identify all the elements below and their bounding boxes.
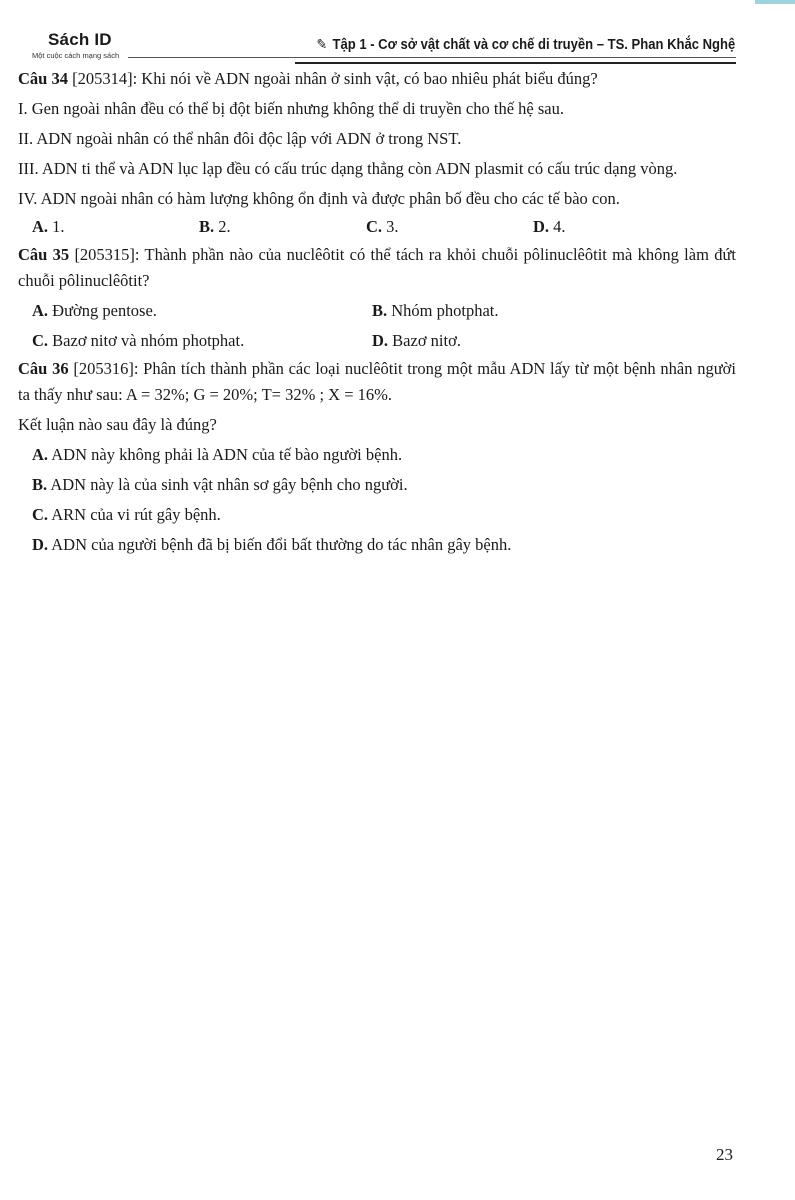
option-c: C. 3. [366, 217, 399, 236]
statement-3: III. ADN ti thể và ADN lục lạp đều có cấu trúc dạng thẳng còn ADN plasmit có cấu trúc dạng vòng. [18, 159, 678, 178]
page-content [18, 66, 736, 558]
question-36 [18, 356, 736, 558]
question-number: Câu 35 [18, 245, 70, 264]
brand-slogan: Một cuộc cách mạng sách [32, 51, 120, 60]
pencil-icon: ✎ [316, 36, 327, 52]
option-d: D. 4. [533, 217, 566, 236]
brand-name: Sách ID [48, 30, 112, 49]
option-c: C. Bazơ nitơ và nhóm photphat. [32, 331, 245, 350]
option-c: C. ARN của vi rút gây bệnh. [32, 505, 221, 524]
corner-accent [755, 0, 795, 4]
header-rule-thin [128, 57, 736, 58]
page-number: 23 [716, 1145, 733, 1164]
option-b: B. ADN này là của sinh vật nhân sơ gây bệnh cho người. [32, 475, 408, 494]
option-a: A. ADN này không phải là ADN của tế bào người bệnh. [32, 445, 403, 464]
question-number: Câu 36 [18, 359, 69, 378]
option-a: A. 1. [32, 217, 65, 236]
question-34 [18, 66, 736, 240]
statement-2: II. ADN ngoài nhân có thể nhân đôi độc lập với ADN ở trong NST. [18, 129, 462, 148]
option-d: D. ADN của người bệnh đã bị biến đổi bất thường do tác nhân gây bệnh. [32, 535, 512, 554]
statement-1: I. Gen ngoài nhân đều có thể bị đột biến nhưng không thể di truyền cho thế hệ sau. [18, 99, 564, 118]
option-b: B. Nhóm photphat. [372, 301, 499, 320]
options-row [18, 328, 736, 354]
question-stem: Câu 34 [205314]: Khi nói về ADN ngoài nhân ở sinh vật, có bao nhiêu phát biểu đúng? [18, 69, 598, 88]
statement-4: IV. ADN ngoài nhân có hàm lượng không ổn định và được phân bố đều cho các tế bào con. [18, 189, 620, 208]
question-number: Câu 34 [18, 69, 68, 88]
options-row [18, 298, 736, 324]
option-a: A. Đường pentose. [32, 301, 157, 320]
option-b: B. 2. [199, 217, 231, 236]
option-d: D. Bazơ nitơ. [372, 331, 461, 350]
book-title [316, 36, 735, 53]
options-row [18, 214, 736, 240]
question-35 [18, 242, 736, 354]
question-prompt: Kết luận nào sau đây là đúng? [18, 415, 217, 434]
header-rule-thick [295, 62, 736, 64]
question-stem: Câu 35 [205315]: Thành phần nào của nuclêôtit có thể tách ra khỏi chuỗi pôlinuclêôtit mà không làm đứt chuỗi pôlinuclêôtit? [18, 245, 736, 290]
page-header [0, 0, 795, 68]
question-stem: Câu 36 [205316]: Phân tích thành phần các loại nuclêôtit trong một mẫu ADN lấy từ một bệnh nhân người ta thấy như sau: A = 32%; G = 20%; T= 32% ; X = 16%. [18, 359, 736, 404]
book-title-text: Tập 1 - Cơ sở vật chất và cơ chế di truyền – TS. Phan Khắc Nghệ [332, 37, 735, 53]
